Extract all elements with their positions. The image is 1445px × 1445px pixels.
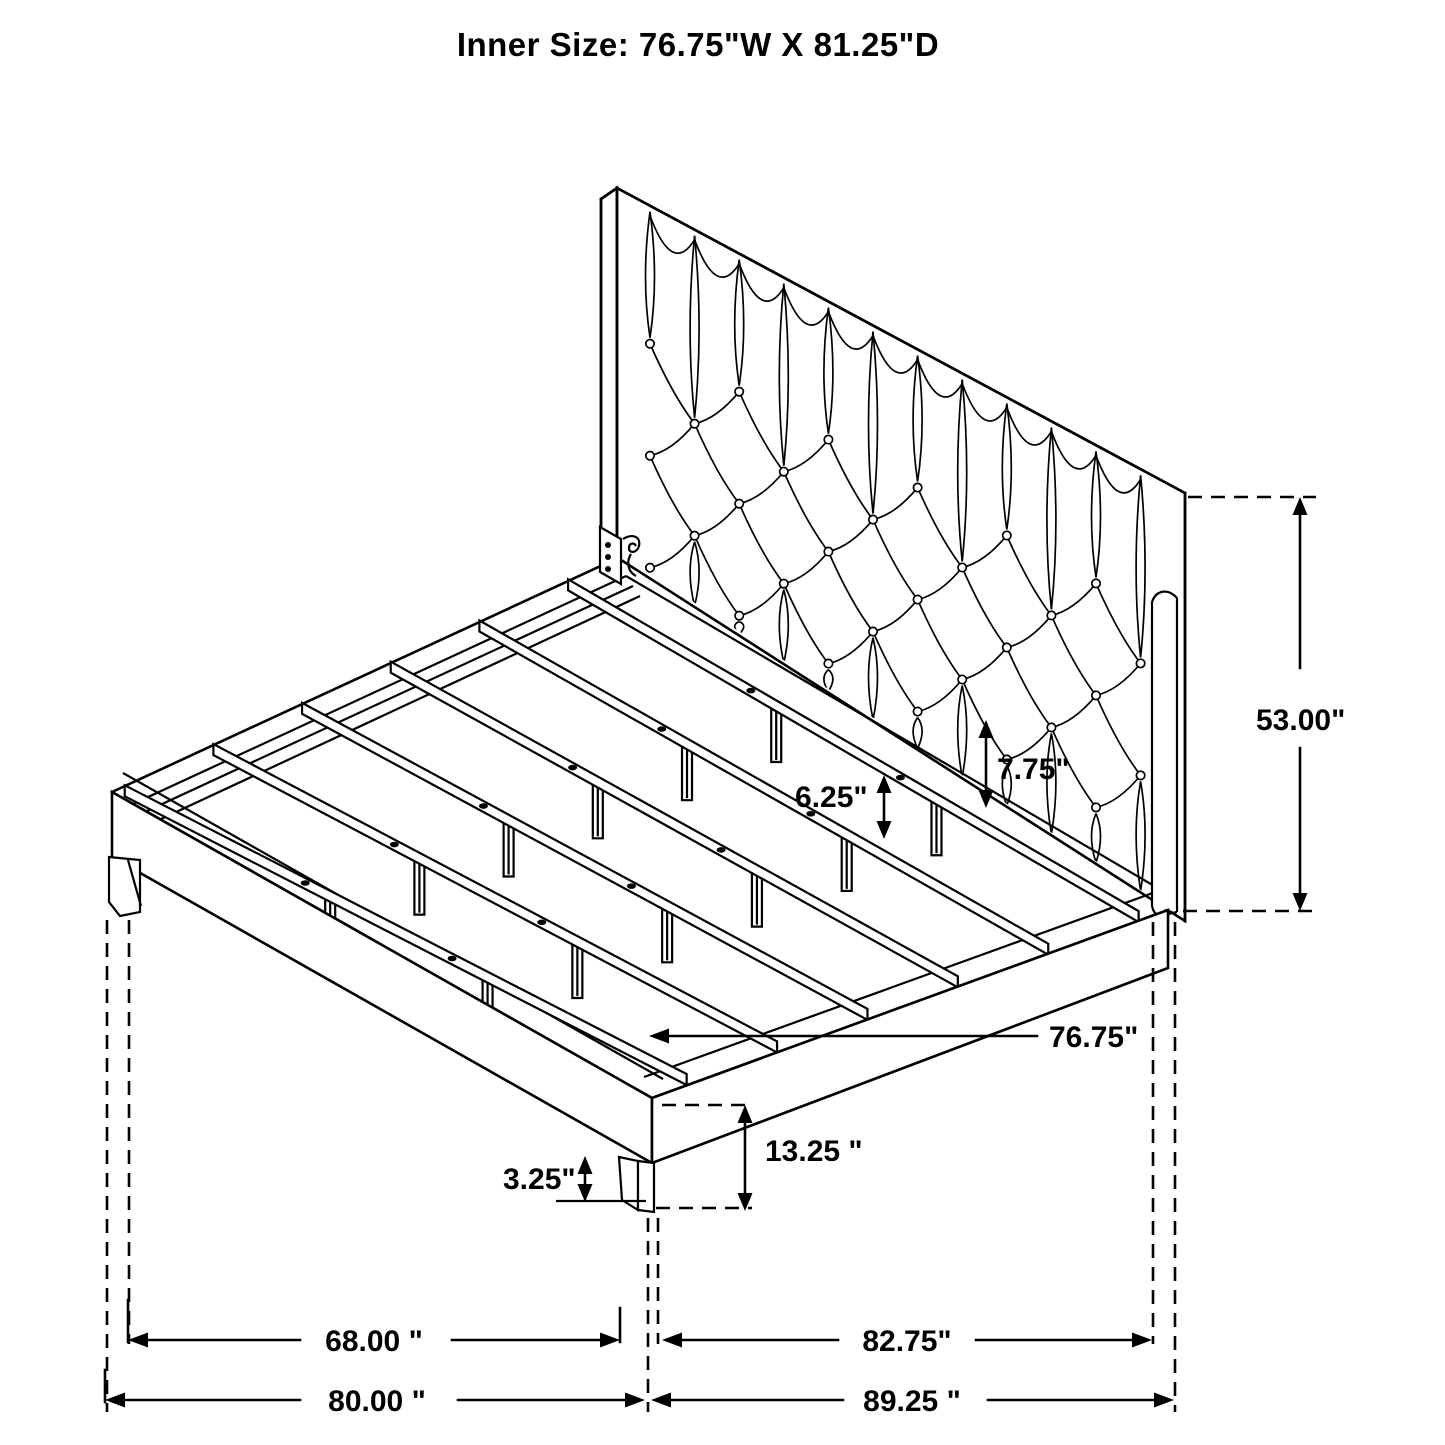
dim-leg-height xyxy=(503,1156,593,1202)
headboard-left-edge xyxy=(601,188,617,572)
dim-label-slat-support-height: 6.25" xyxy=(795,781,868,814)
dim-headboard-height xyxy=(1183,497,1345,911)
dim-label-outer-depth-floor: 89.25 " xyxy=(863,1385,961,1418)
dim-label-inner-depth-floor: 82.75" xyxy=(862,1325,952,1358)
dim-inner-depth-floor xyxy=(662,1325,1152,1358)
dim-outer-depth-floor xyxy=(651,1385,1174,1418)
headboard-right-leg xyxy=(1152,592,1177,917)
diagram-title: Inner Size: 76.75"W X 81.25"D xyxy=(456,26,940,63)
dim-label-headboard-height: 53.00" xyxy=(1256,704,1346,737)
dim-label-side-rail-height: 13.25 " xyxy=(765,1135,863,1168)
left-corner-foot xyxy=(109,857,141,916)
dim-label-slat-length: 76.75" xyxy=(1049,1021,1139,1054)
dim-label-outer-width-floor: 80.00 " xyxy=(328,1385,426,1418)
dim-outer-width-floor xyxy=(105,1370,645,1418)
dim-label-leg-height: 3.25" xyxy=(503,1163,576,1196)
dim-label-slat-top-height: 7.75" xyxy=(997,753,1070,786)
dim-inner-width-floor xyxy=(128,1300,620,1358)
dim-label-inner-width-floor: 68.00 " xyxy=(325,1325,423,1358)
